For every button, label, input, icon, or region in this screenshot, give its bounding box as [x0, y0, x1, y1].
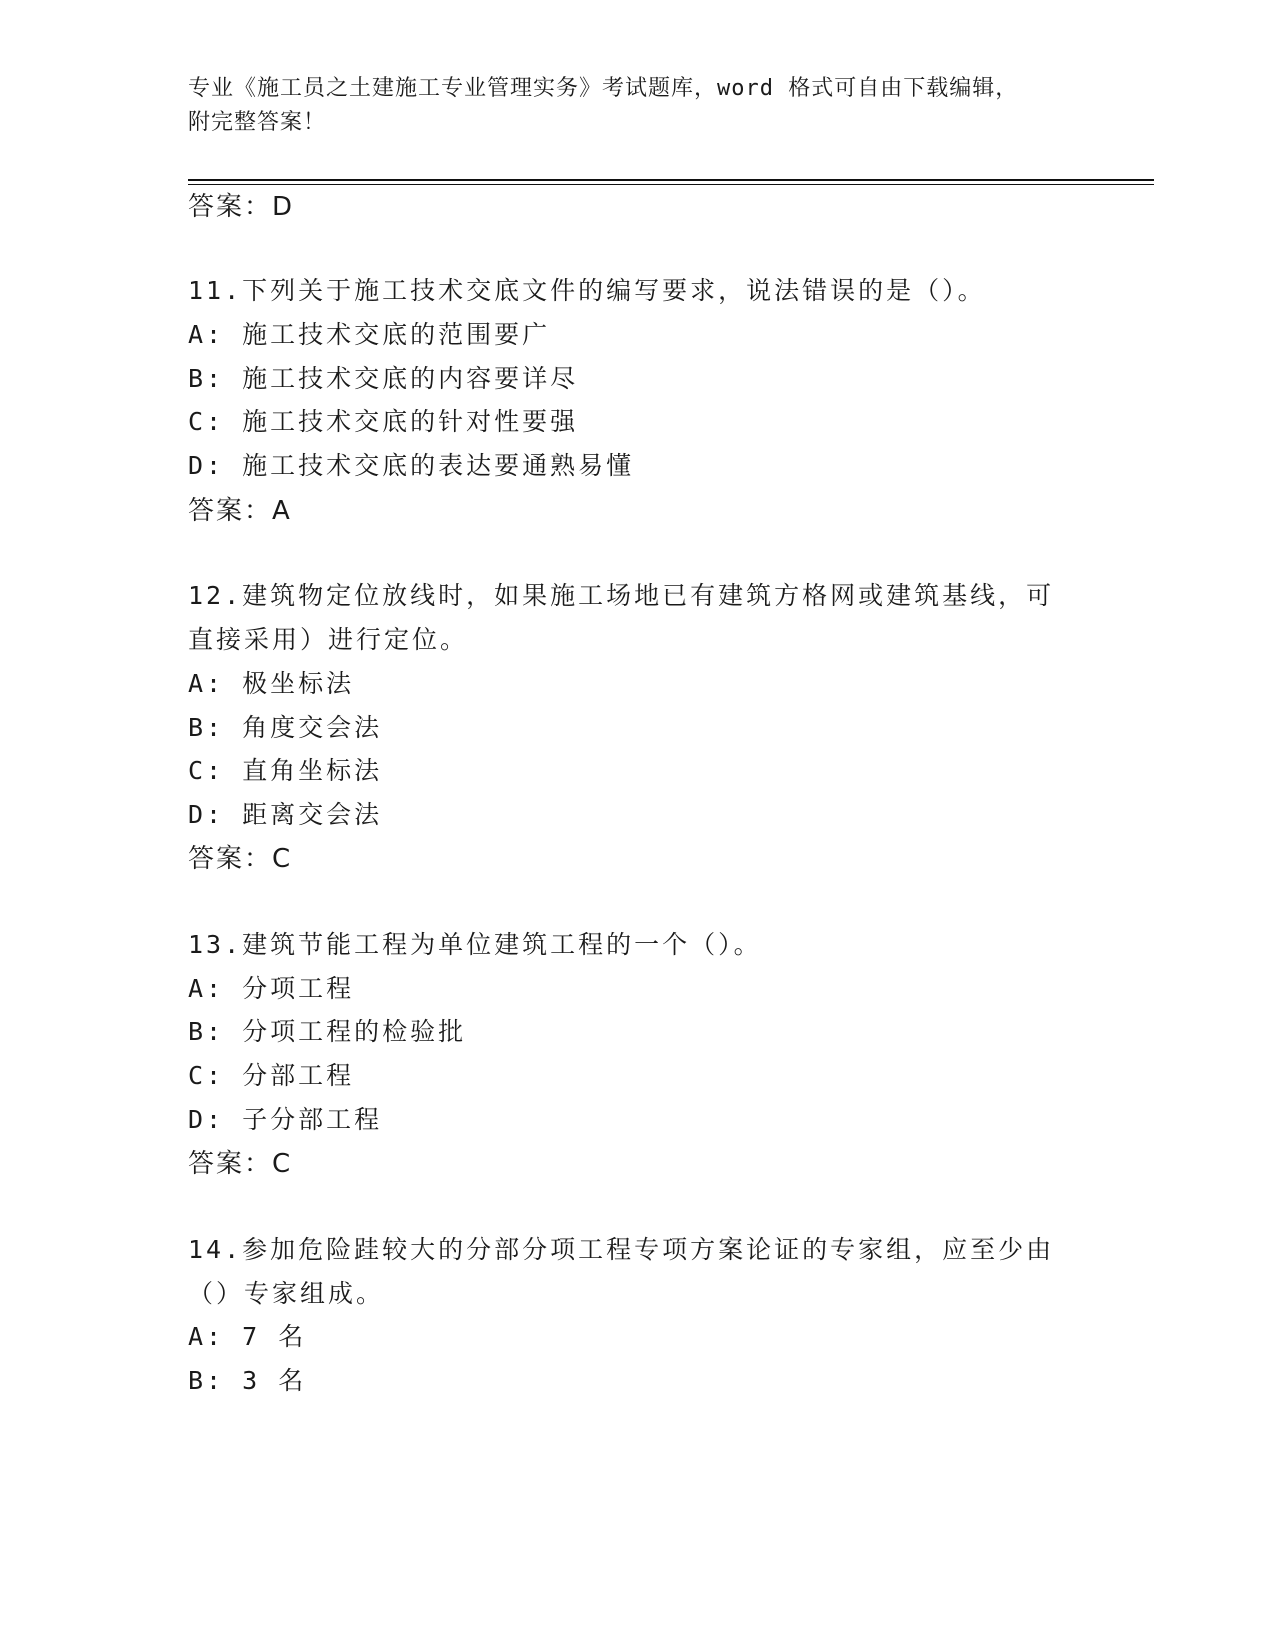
header-line-2: 附完整答案！: [188, 110, 327, 135]
option-d: D: 施工技术交底的表达要通熟易懂: [188, 451, 635, 480]
option-a: A: 7 名: [188, 1322, 307, 1351]
answer-label: 答案：C: [188, 1149, 293, 1179]
question-stem: 11.下列关于施工技术交底文件的编写要求，说法错误的是（）。: [188, 276, 986, 305]
header-divider-thin: [188, 184, 1154, 185]
option-a: A: 施工技术交底的范围要广: [188, 320, 551, 349]
answer-label: 答案：C: [188, 844, 293, 874]
option-a: A: 极坐标法: [188, 669, 355, 698]
question-stem-continued: （）专家组成。: [188, 1279, 385, 1308]
option-b: B: 角度交会法: [188, 713, 383, 742]
option-b: B: 分项工程的检验批: [188, 1017, 467, 1046]
option-b: B: 施工技术交底的内容要详尽: [188, 364, 579, 393]
question-stem-continued: 直接采用）进行定位。: [188, 625, 469, 654]
option-c: C: 施工技术交底的针对性要强: [188, 407, 579, 436]
question-stem: 13.建筑节能工程为单位建筑工程的一个（）。: [188, 930, 762, 959]
question-stem: 14.参加危险跬较大的分部分项工程专项方案论证的专家组，应至少由: [188, 1235, 1055, 1264]
document-header: [188, 72, 1068, 140]
previous-answer: 答案：D: [188, 192, 295, 222]
option-c: C: 分部工程: [188, 1061, 355, 1090]
option-d: D: 距离交会法: [188, 800, 383, 829]
answer-label: 答案：A: [188, 496, 292, 526]
option-c: C: 直角坐标法: [188, 756, 383, 785]
option-a: A: 分项工程: [188, 974, 355, 1003]
header-divider-thick: [188, 179, 1154, 181]
header-line-1: 专业《施工员之土建施工专业管理实务》考试题库，word 格式可自由下载编辑，: [188, 76, 1019, 101]
option-b: B: 3 名: [188, 1366, 307, 1395]
question-stem: 12.建筑物定位放线时，如果施工场地已有建筑方格网或建筑基线，可: [188, 581, 1055, 610]
option-d: D: 子分部工程: [188, 1105, 383, 1134]
